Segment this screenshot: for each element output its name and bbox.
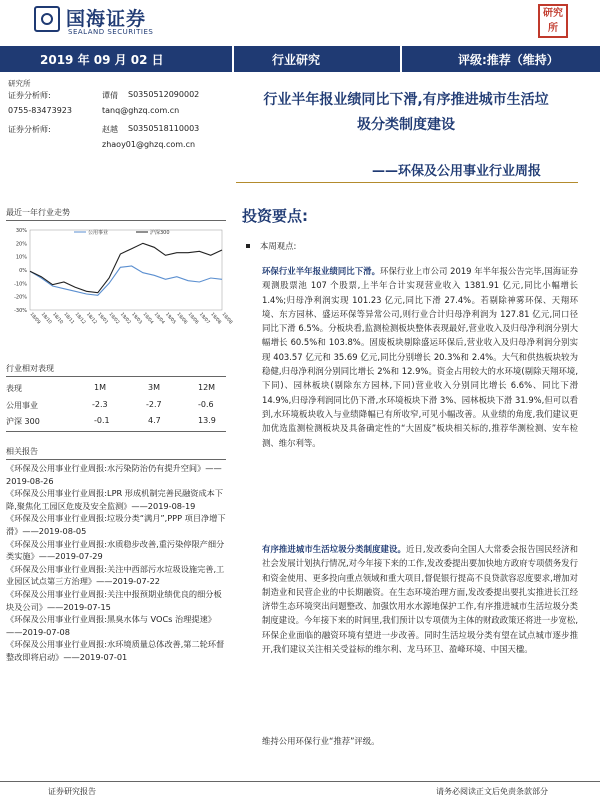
footer-right: 请务必阅读正文后免责条款部分 — [436, 787, 548, 796]
logo-subtext: SEALAND SECURITIES — [68, 28, 154, 36]
research-stamp: 研究 所 — [538, 4, 568, 38]
series-line — [30, 243, 222, 292]
x-tick-label: 19/06 — [186, 312, 199, 326]
list-item[interactable]: 《环保及公用事业行业周报:关注中报预期业绩优良的细分板块及公司》——2019-07-15 — [6, 588, 222, 612]
legend-label: 沪深300 — [150, 230, 170, 236]
x-tick-label: 19/03 — [130, 312, 143, 326]
report-title: 行业半年报业绩同比下滑,有序推进城市生活垃 圾分类制度建设 — [263, 92, 549, 133]
section-heading: 投资要点: — [242, 207, 308, 225]
x-tick-label: 18/09 — [28, 312, 41, 326]
logo-icon — [34, 6, 60, 32]
trend-title: 最近一年行业走势 — [6, 208, 70, 217]
report-category: 行业研究 — [272, 53, 321, 67]
header-bar — [0, 46, 600, 72]
list-item[interactable]: 《环保及公用事业行业周报:LPR 形成机制完善民融资成本下降,聚焦化工园区危废及安全监测》——2019-08-19 — [6, 488, 224, 511]
analyst-email[interactable]: tanq@ghzq.com.cn — [102, 106, 180, 115]
analyst-role: 证券分析师: — [8, 91, 51, 100]
list-item[interactable]: 《环保及公用事业行业周报:水环境质量总体改善,第二轮环督整改即将启动》——2019-07-01 — [6, 639, 225, 662]
x-tick-label: 19/07 — [197, 312, 211, 326]
y-tick-label: 0% — [19, 268, 27, 274]
y-tick-label: -20% — [14, 294, 27, 301]
x-tick-label: 18/11 — [62, 312, 75, 326]
table-row: 公用事业 -2.3 -2.7 -0.6 — [6, 400, 214, 410]
bar-divider — [232, 46, 234, 72]
perf-header-row: 表现 1M 3M 12M — [6, 383, 216, 393]
y-tick-label: -30% — [14, 308, 27, 314]
bar-divider — [400, 46, 402, 72]
y-tick-label: 30% — [15, 228, 27, 234]
x-tick-label: 19/02 — [107, 312, 120, 326]
x-tick-label: 19/08 — [209, 312, 222, 326]
list-item[interactable]: 《环保及公用事业行业周报:关注中西部污水垃圾设施完善,工业园区试点第三方治理》——2019-07-22 — [6, 563, 225, 587]
x-tick-label: 18/10 — [51, 312, 64, 326]
legend-label: 公用事业 — [88, 230, 109, 236]
list-item[interactable]: 《环保及公用事业行业周报:水质稳步改善,重污染停限产细分类实施》——2019-07-29 — [6, 538, 225, 562]
paragraph-2: 有序推进城市生活垃圾分类制度建设。近日,发改委向全国人大常委会报告国民经济和社会发展计划执行情况,对今年接下来的工作,发改委提出要加快地方政府专项债务发行和资金使用、更多投向重点领域和重大项目,督促银行提高不良贷款容忍度要求,增加对制造业和民营企业的中长期融资。在生态环境治理方面,发改委提出要扎实推进长江经济带生态环境突出问题整改、加强饮用水水源地保护工作,有序推进城市生活垃圾分类制度建设。今年接下来的时间里,我们预计以专项债为主体的财政政策还将进一步宽松,环保企业面临的融资环境有望进一步改善。同时生活垃圾分类有望在试点城市逐步推开,我们建议关注相关受益标的维尔利、龙马环卫、盈峰环境、中国天楹。 — [262, 544, 578, 655]
report-subtitle: ——环保及公用事业行业周报 — [372, 164, 542, 179]
analyst-name: 谭倩 — [102, 91, 118, 100]
x-tick-label: 19/01 — [96, 312, 109, 326]
table-row: 沪深 300 -0.1 4.7 13.9 — [6, 416, 216, 426]
y-tick-label: 20% — [15, 241, 27, 248]
list-item[interactable]: 《环保及公用事业行业周报:水污染防治仍有提升空间》——2019-08-26 — [6, 463, 222, 486]
related-list — [6, 462, 228, 664]
paragraph-1: 环保行业半年报业绩同比下滑。环保行业上市公司 2019 年半年报公告完毕,国海证券观测股票池 107 个股票,上半年合计实现营业收入 1381.91 亿元,同比小幅增长 1.4%;归母净利润实现 101.23 亿元,同比下滑 27.4%。若剔除神雾环保、天翔环境、东方园林、盛运环保等异常公司,则行业合计归母净利润为 127.81 亿元,同口径同比下滑 6.5%。分板块看,监测检测板块整体表现最好,营业收入及归母净利润分别大幅增长 60.5%和 103.8%。固废板块剔除盛运环保后,营业收入及归母净利润分别实现 403.57 亿元和 35.69 亿元,同比分别增长 20.3%和 2.4%。大气和供热板块较为稳健,归母净利润分别同比增长 2%和 12.9%。资金占用较大的水环境(剔除天翔环境,下同)、园林板块(剔除东方园林,下同)营业收入分别同比增长 6.6%、同比下滑 14.9%,归母净利润同比仍下滑,水环境板块下滑 3%、园林板块下滑 31.9%,但可以看到,水环境板块收入与业绩降幅已有所收窄,可见小幅改善。从业绩的角度,我们建议更加优选监测检测板块及具备确定性的“大固废”板块相关标的,推荐华测检测、安车检测、维尔利等。 — [262, 266, 578, 448]
dept-label: 研究所 — [8, 79, 31, 88]
perf-title: 行业相对表现 — [6, 364, 54, 373]
related-divider — [6, 459, 226, 460]
x-tick-label: 18/10 — [39, 312, 53, 326]
related-title: 相关报告 — [6, 447, 38, 456]
x-tick-label: 19/08 — [220, 312, 233, 326]
y-tick-label: 10% — [15, 254, 27, 261]
paragraph-2-lead: 有序推进城市生活垃圾分类制度建设。 — [262, 544, 406, 554]
analyst-id: S0350518110003 — [128, 124, 200, 133]
x-tick-label: 18/12 — [84, 312, 98, 326]
report-rating: 评级:推荐（维持） — [458, 53, 559, 67]
report-date: 2019 年 09 月 02 日 — [40, 53, 164, 67]
x-tick-label: 19/06 — [175, 312, 188, 326]
series-line — [30, 266, 222, 295]
footer-divider — [0, 781, 600, 782]
x-tick-label: 19/04 — [152, 312, 166, 326]
analyst-name: 赵越 — [102, 125, 118, 134]
bullet-icon — [246, 244, 250, 248]
analyst-id: S0350512090002 — [128, 90, 200, 99]
plot-frame — [30, 230, 222, 310]
x-tick-label: 19/02 — [118, 312, 132, 326]
y-tick-label: -10% — [14, 281, 27, 288]
list-item[interactable]: 《环保及公用事业行业周报:垃圾分类“满月”,PPP 项目净增下滑》——2019-08-05 — [6, 513, 226, 536]
list-item[interactable]: 《环保及公用事业行业周报:黑臭水体与 VOCs 治理提速》——2019-07-08 — [6, 614, 216, 637]
trend-divider — [6, 220, 226, 221]
paragraph-1-lead: 环保行业半年报业绩同比下滑。 — [262, 266, 381, 276]
x-tick-label: 19/05 — [163, 312, 177, 326]
x-tick-label: 18/12 — [73, 312, 86, 326]
perf-divider — [6, 376, 226, 377]
footer-left: 证券研究报告 — [48, 787, 96, 796]
bullet-label: 本周观点: — [260, 241, 297, 251]
logo-text: 国海证券 — [66, 8, 147, 30]
analyst-phone: 0755-83473923 — [8, 106, 72, 115]
analyst-role: 证券分析师: — [8, 125, 51, 134]
perf-bottom-divider — [6, 431, 226, 432]
title-divider — [236, 182, 578, 183]
paragraph-3: 维持公用环保行业“推荐”评级。 — [262, 736, 380, 746]
trend-chart — [4, 222, 233, 342]
analyst-email[interactable]: zhaoy01@ghzq.com.cn — [102, 140, 196, 149]
x-tick-label: 19/04 — [141, 312, 154, 326]
